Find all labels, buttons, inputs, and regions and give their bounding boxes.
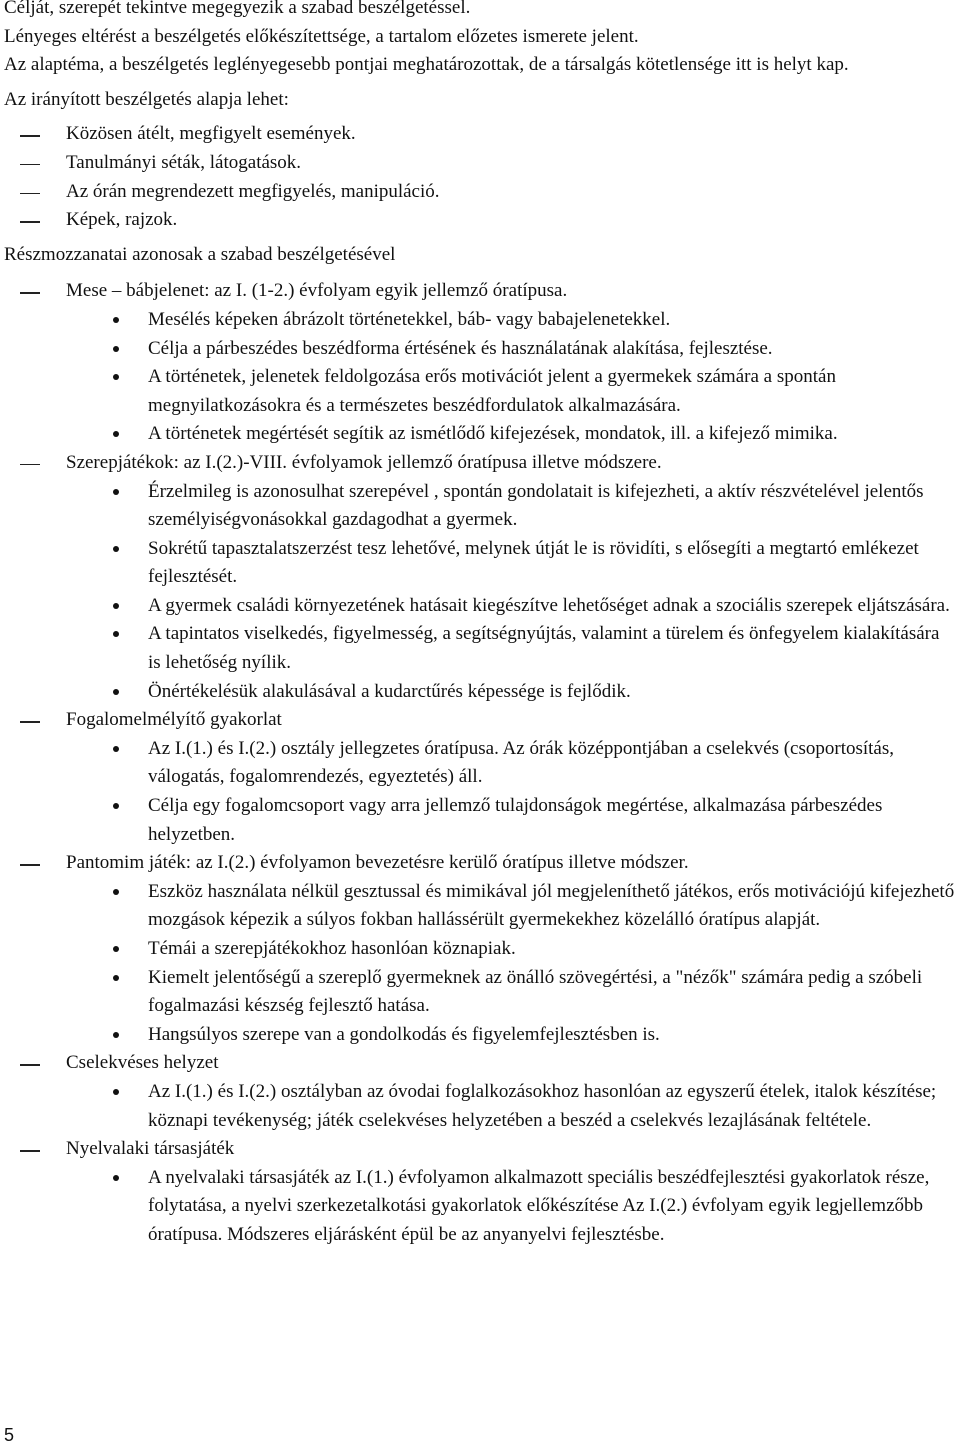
- sections-list: [4, 277, 956, 1249]
- bullet-item: A gyermek családi környezetének hatásait kiegészítve lehetőséget adnak a szociális szerepek eljátszására.: [4, 592, 956, 621]
- bullet-list: [4, 478, 956, 707]
- bullet-item: A történetek megértését segítik az ismétlődő kifejezések, mondatok, ill. a kifejező mimika.: [4, 420, 956, 449]
- intro-line: Lényeges eltérést a beszélgetés előkészítettsége, a tartalom előzetes ismerete jelent.: [4, 25, 639, 47]
- bullet-item: Kiemelt jelentőségű a szereplő gyermeknek az önálló szövegértési, a "nézők" számára pedig a szóbeli fogalmazási készség fejlesztő hatása.: [4, 964, 956, 1021]
- dash-item: Az órán megrendezett megfigyelés, manipuláció.: [4, 178, 956, 207]
- section: [4, 1049, 956, 1135]
- intro-paragraphs: [4, 0, 956, 80]
- section: [4, 706, 956, 849]
- bullet-item: A tapintatos viselkedés, figyelmesség, a segítségnyújtás, valamint a türelem és önfegyelem kialakítására is lehetőség nyílik.: [4, 620, 956, 677]
- bullet-list: [4, 735, 956, 849]
- bullet-item: Témái a szerepjátékokhoz hasonlóan köznapiak.: [4, 935, 956, 964]
- dash-item: Képek, rajzok.: [4, 206, 956, 235]
- bullet-list: [4, 1164, 956, 1250]
- section: [4, 277, 956, 449]
- irany-heading: Az irányított beszélgetés alapja lehet:: [4, 88, 289, 110]
- section-title: Cselekvéses helyzet: [4, 1049, 956, 1078]
- bullet-item: Célja egy fogalomcsoport vagy arra jellemző tulajdonságok megértése, alkalmazása párbeszédes helyzetben.: [4, 792, 956, 849]
- section-title: Pantomim játék: az I.(2.) évfolyamon bevezetésre kerülő óratípus illetve módszer.: [4, 849, 956, 878]
- dash-item: Közösen átélt, megfigyelt események.: [4, 120, 956, 149]
- resz-heading: Részmozzanatai azonosak a szabad beszélgetésével: [4, 243, 396, 265]
- bullet-list: [4, 878, 956, 1050]
- bullet-list: [4, 1078, 956, 1135]
- section-title: Fogalomelmélyítő gyakorlat: [4, 706, 956, 735]
- section-title: Nyelvalaki társasjáték: [4, 1135, 956, 1164]
- section-title: Szerepjátékok: az I.(2.)-VIII. évfolyamok jellemző óratípusa illetve módszere.: [4, 449, 956, 478]
- bullet-item: Eszköz használata nélkül gesztussal és mimikával jól megjeleníthető játékos, erős motivációjú kifejezhető mozgások képezik a súlyos fokban hallássérült gyermekekhez közelálló óratípus alapját.: [4, 878, 956, 935]
- bullet-item: A történetek, jelenetek feldolgozása erős motivációt jelent a gyermekek számára a spontán megnyilatkozásokra és a természetes beszédfordulatok alkalmazására.: [4, 363, 956, 420]
- bullet-item: A nyelvalaki társasjáték az I.(1.) évfolyamon alkalmazott speciális beszédfejlesztési gyakorlatok része, folytatása, a nyelvi szerkezetalkotási gyakorlatok előkészítése Az I.(2.) évfolyam egyik legjellemzőbb óratípusa. Módszeres eljárásként épül be az anyanyelvi fejlesztésbe.: [4, 1164, 956, 1250]
- intro-line: Az alaptéma, a beszélgetés leglényegesebb pontjai meghatározottak, de a társalgás kötetlensége itt is helyt kap.: [4, 54, 849, 76]
- bullet-list: [4, 306, 956, 449]
- intro-line: Célját, szerepét tekintve megegyezik a szabad beszélgetéssel.: [4, 0, 471, 18]
- bullet-item: Hangsúlyos szerepe van a gondolkodás és figyelemfejlesztésben is.: [4, 1021, 956, 1050]
- bullet-item: Mesélés képeken ábrázolt történetekkel, báb- vagy babajelenetekkel.: [4, 306, 956, 335]
- section: [4, 849, 956, 1049]
- irany-list: [4, 120, 956, 234]
- section: [4, 449, 956, 706]
- bullet-item: Az I.(1.) és I.(2.) osztályban az óvodai foglalkozásokhoz hasonlóan az egyszerű ételek, italok készítése; köznapi tevékenység; játék cselekvéses helyzetében a beszéd a cselekvés lezajlásának feltétele.: [4, 1078, 956, 1135]
- page-number: 5: [4, 1425, 15, 1445]
- bullet-item: Érzelmileg is azonosulhat szerepével , spontán gondolatait is kifejezheti, a aktív részvételével jelentős személyiségvonásokkal gazdagodhat a gyermek.: [4, 478, 956, 535]
- bullet-item: Önértékelésük alakulásával a kudarctűrés képessége is fejlődik.: [4, 678, 956, 707]
- bullet-item: Az I.(1.) és I.(2.) osztály jellegzetes óratípusa. Az órák középpontjában a cselekvés (csoportosítás, válogatás, fogalomrendezés, egyeztetés) áll.: [4, 735, 956, 792]
- section: [4, 1135, 956, 1249]
- document-page: [4, 0, 956, 1250]
- dash-item: Tanulmányi séták, látogatások.: [4, 149, 956, 178]
- section-title: Mese – bábjelenet: az I. (1-2.) évfolyam egyik jellemző óratípusa.: [4, 277, 956, 306]
- bullet-item: Célja a párbeszédes beszédforma értésének és használatának alakítása, fejlesztése.: [4, 335, 956, 364]
- bullet-item: Sokrétű tapasztalatszerzést tesz lehetővé, melynek útját le is rövidíti, s elősegíti a megtartó emlékezet fejlesztését.: [4, 535, 956, 592]
